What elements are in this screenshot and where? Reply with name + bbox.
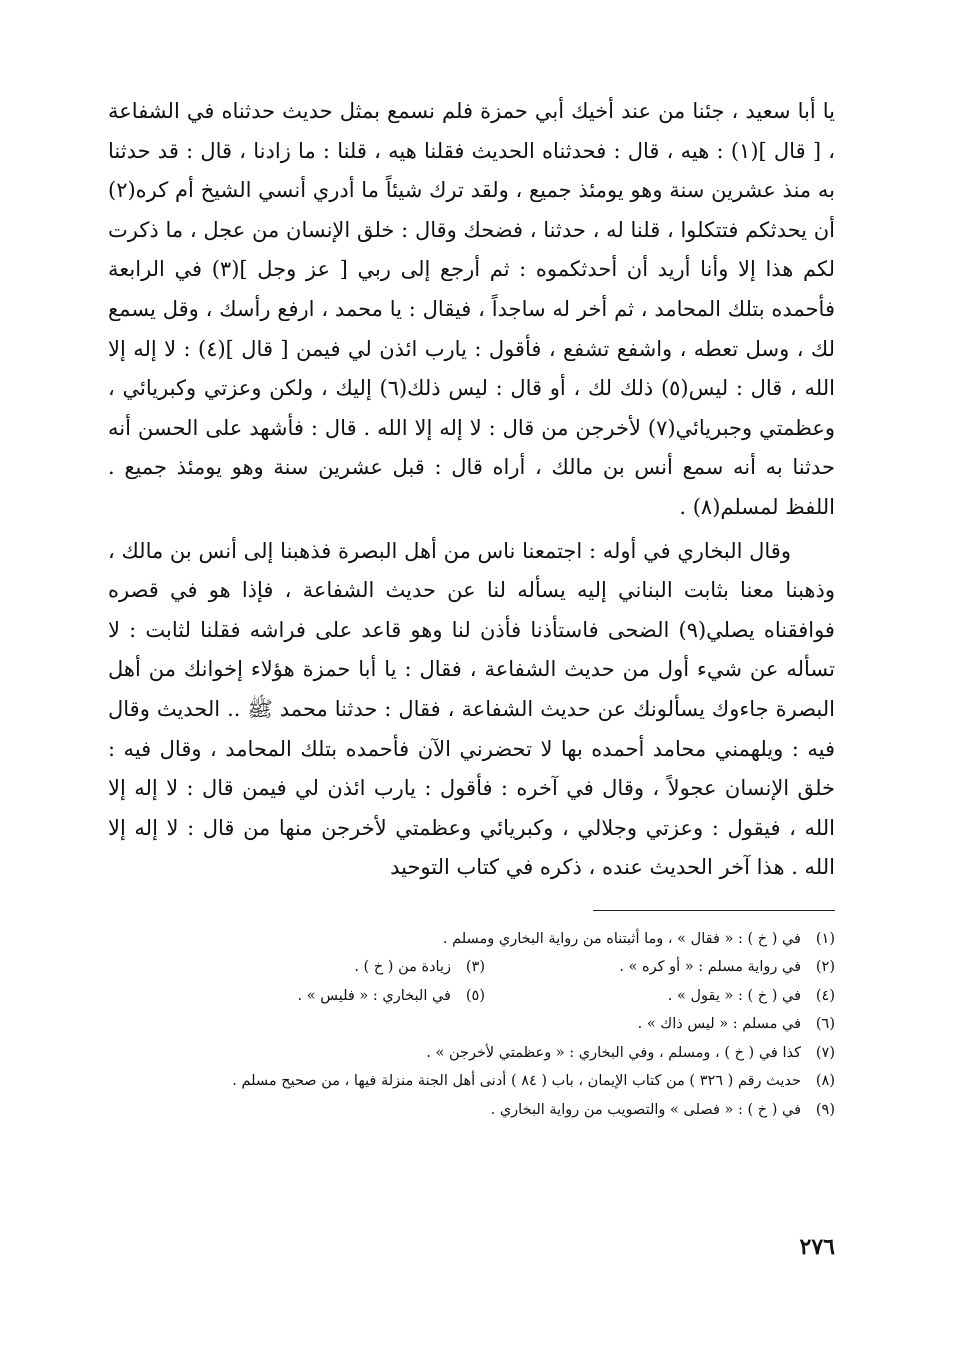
footnote-divider: [593, 910, 835, 911]
page-content: [108, 92, 835, 1124]
footnote-text: كذا في ( خ ) ، ومسلم ، وفي البخاري : « وعظمتي لأخرجن » .: [426, 1044, 801, 1061]
page-number: ٢٧٦: [799, 1234, 835, 1260]
footnote-9: [491, 1096, 835, 1125]
footnote-number: (٥): [465, 987, 485, 1004]
footnote-number: (٦): [815, 1016, 835, 1033]
footnote-1: [443, 925, 835, 954]
paragraph-1: يا أبا سعيد ، جئنا من عند أخيك أبي حمزة فلم نسمع بمثل حديث حدثناه في الشفاعة ، [ قال ](١) : هيه ، قال : فحدثناه الحديث فقلنا هيه ، قلنا : ما زادنا ، قال : قد حدثنا به منذ عشرين سنة وهو يومئذ جميع ، ولقد ترك شيئاً ما أدري أنسي الشيخ أم كره(٢) أن يحدثكم فتتكلوا ، قلنا له ، حدثنا ، فضحك وقال : خلق الإنسان من عجل ، ما ذكرت لكم هذا إلا وأنا أريد أن أحدثكموه : ثم أرجع إلى ربي [ عز وجل ](٣) في الرابعة فأحمده بتلك المحامد ، ثم أخر له ساجداً ، فيقال : يا محمد ، ارفع رأسك ، وقل يسمع لك ، وسل تعطه ، واشفع تشفع ، فأقول : يارب ائذن لي فيمن [ قال ](٤) : لا إله إلا الله ، قال : ليس(٥) ذلك لك ، أو قال : ليس ذلك(٦) إليك ، ولكن وعزتي وكبريائي ، وعظمتي وجبريائي(٧) لأخرجن من قال : لا إله إلا الله . قال : فأشهد على الحسن أنه حدثنا به أنه سمع أنس بن مالك ، أراه قال : قبل عشرين سنة وهو يومئذ جميع . اللفظ لمسلم(٨) .: [108, 99, 836, 519]
footnote-7: [426, 1039, 835, 1068]
footnote-row: [108, 1039, 835, 1068]
footnote-text: في ( خ ) : « يقول » .: [667, 987, 801, 1004]
footnote-3: [354, 953, 485, 982]
footnote-number: (٧): [815, 1044, 835, 1061]
footnote-2: [485, 953, 835, 982]
footnote-text: في رواية مسلم : « أو كره » .: [619, 959, 801, 976]
footnote-row: [108, 982, 835, 1011]
footnote-6: [638, 1010, 835, 1039]
footnote-8: [232, 1067, 835, 1096]
footnote-row: [108, 925, 835, 954]
paragraph-2: وقال البخاري في أوله : اجتمعنا ناس من أهل البصرة فذهبنا إلى أنس بن مالك ، وذهبنا معنا بثابت البناني إليه يسأله لنا عن حديث الشفاعة ، فإذا هو في قصره فوافقناه يصلي(٩) الضحى فاستأذنا فأذن لنا وهو قاعد على فراشه فقلنا لثابت : لا تسأله عن شيء أول من حديث الشفاعة ، فقال : يا أبا حمزة هؤلاء إخوانك من أهل البصرة جاءوك يسألونك عن حديث الشفاعة ، فقال : حدثنا محمد ﷺ .. الحديث وقال فيه : ويلهمني محامد أحمده بها لا تحضرني الآن فأحمده بتلك المحامد ، وقال فيه : خلق الإنسان عجولاً ، وقال في آخره : فأقول : يارب ائذن لي فيمن قال : لا إله إلا الله ، فيقول : وعزتي وجلالي ، وكبريائي وعظمتي لأخرجن منها من قال : لا إله إلا الله . هذا آخر الحديث عنده ، ذكره في كتاب التوحيد: [108, 538, 835, 880]
footnote-number: (٣): [465, 959, 485, 976]
footnote-number: (٢): [815, 959, 835, 976]
footnote-row: [108, 1067, 835, 1096]
footnote-row: [108, 953, 835, 982]
footnote-5: [298, 982, 485, 1011]
footnote-number: (٨): [815, 1073, 835, 1090]
footnote-number: (١): [815, 930, 835, 947]
footnote-text: في ( خ ) : « فصلى » والتصويب من رواية البخاري .: [490, 1101, 801, 1118]
main-text: [108, 92, 835, 888]
footnote-row: [108, 1096, 835, 1125]
footnote-4: [485, 982, 835, 1011]
footnote-text: في البخاري : « فليس » .: [297, 987, 451, 1004]
footnote-text: في ( خ ) : « فقال » ، وما أثبتناه من رواية البخاري ومسلم .: [442, 930, 801, 947]
footnote-text: في مسلم : « ليس ذاك » .: [637, 1016, 801, 1033]
footnote-text: حديث رقم ( ٣٢٦ ) من كتاب الإيمان ، باب ( ٨٤ ) أدنى أهل الجنة منزلة فيها ، من صحيح مسلم .: [232, 1073, 801, 1090]
footnotes: [108, 925, 835, 1125]
footnote-row: [108, 1010, 835, 1039]
footnote-text: زيادة من ( خ ) .: [354, 959, 451, 976]
footnote-number: (٩): [815, 1101, 835, 1118]
footnote-number: (٤): [815, 987, 835, 1004]
